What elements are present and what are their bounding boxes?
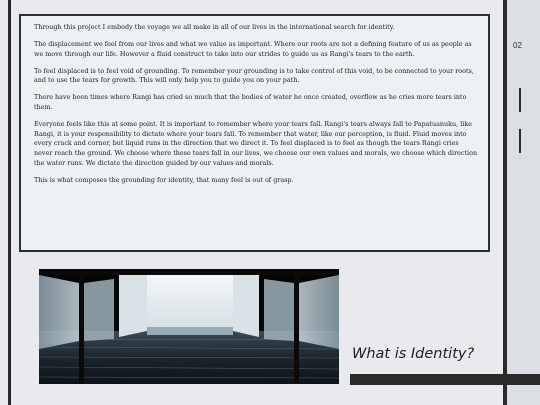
side-panel bbox=[507, 0, 540, 405]
left-border-rule bbox=[8, 0, 11, 405]
side-tick-mark bbox=[519, 129, 521, 153]
essay-paragraph: This is what composes the grounding for identity, that many feel is out of grasp. bbox=[34, 175, 294, 184]
essay-paragraph: Everyone feels like this at some point. It is important to remember where your tears fall. Rangi's tears always fall to Papatuanuku, like Rangi, it is your responsibility to dictate where your tears fall. To remember that water, like our perception, is fluid. Fluid moves into every crack and corner, but liquid runs in the direction that we direct it. To feel displaced is to feel as though the tears Rangi cries never reach the ground. We choose where these tears fall in our lives, we choose our own values and morals, we choose which direction the water runs. We dictate the direction guided by our values and morals. bbox=[34, 120, 478, 167]
bottom-accent-bar bbox=[350, 374, 540, 385]
right-border-rule bbox=[503, 0, 507, 405]
side-tick-mark bbox=[519, 88, 521, 112]
essay-paragraph: There have been times where Rangi has cried so much that the bodies of water he once created, overflow as he cries more tears into them. bbox=[34, 93, 467, 112]
essay-text-box bbox=[19, 14, 490, 252]
installation-render-image bbox=[39, 269, 339, 384]
page-number: 02 bbox=[513, 41, 522, 50]
essay-paragraph: To feel displaced is to feel void of grounding. To remember your grounding is to take control of this void, to be connected to your roots, and to use the tears for growth. This will only help you to guide you on your path. bbox=[34, 66, 474, 85]
identity-caption: What is Identity? bbox=[352, 346, 475, 362]
essay-paragraph: Through this project I embody the voyage we all make in all of our lives in the international search for identity. bbox=[34, 23, 395, 31]
essay-paragraph: The displacement we feel from our lives and what we value as important. Where our roots are not a defining feature of us as people as we move through our life. However a fluid construct to take into our strides to guide us as Rangi's tears to the earth. bbox=[34, 40, 472, 58]
